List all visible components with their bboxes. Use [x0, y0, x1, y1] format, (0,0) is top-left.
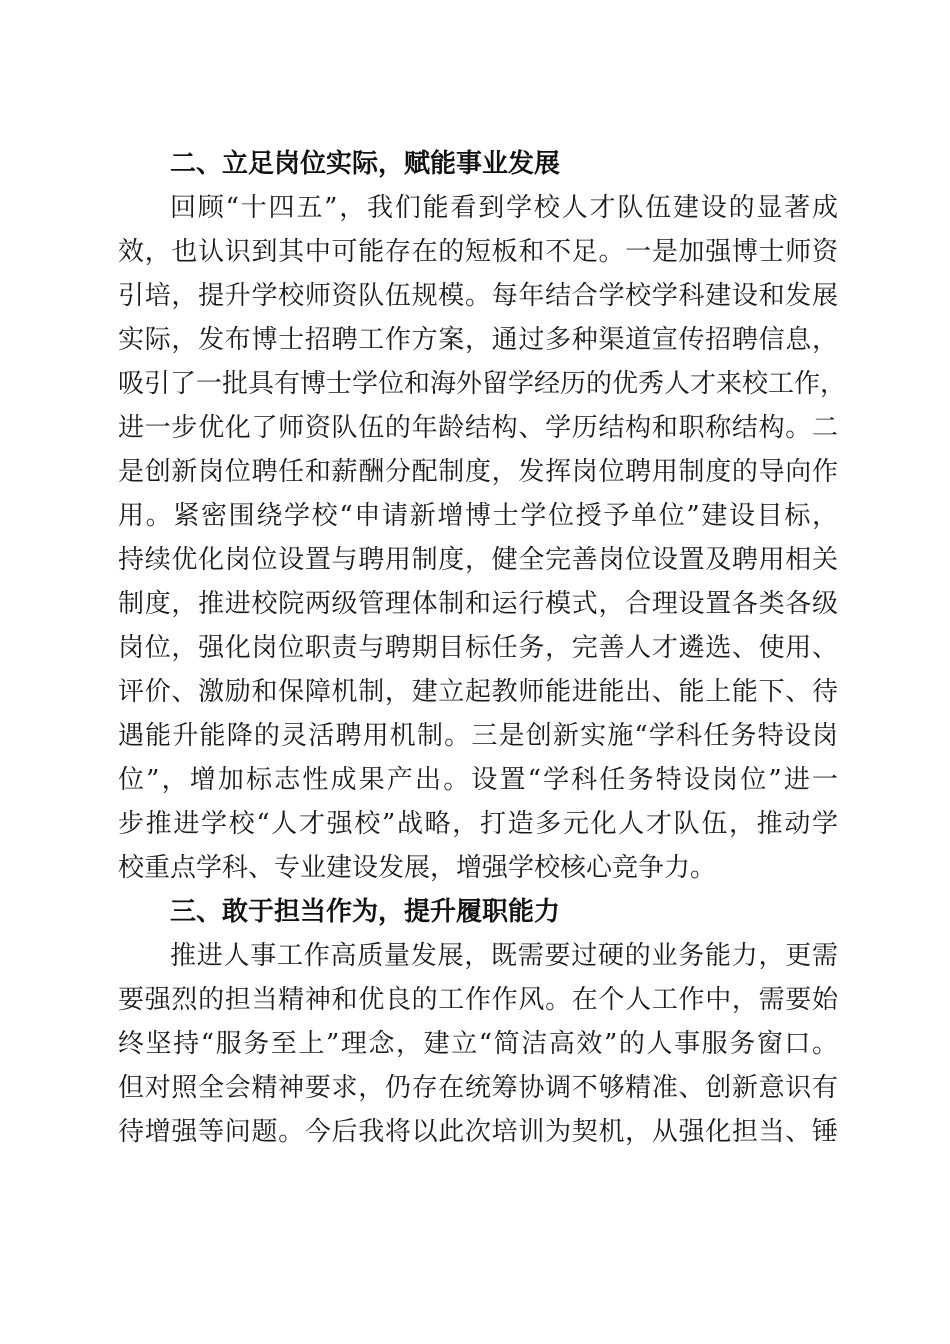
- paragraph-line: 制度，推进校院两级管理体制和运行模式，合理设置各类各级: [118, 589, 838, 619]
- paragraph-line: 校重点学科、专业建设发展，增强学校核心竞争力。: [118, 853, 717, 883]
- paragraph-line: 用。紧密围绕学校“申请新增博士学位授予单位”建设目标，: [118, 501, 838, 531]
- paragraph-line: 效，也认识到其中可能存在的短板和不足。一是加强博士师资: [118, 237, 838, 267]
- paragraph-line: 持续优化岗位设置与聘用制度，健全完善岗位设置及聘用相关: [118, 545, 838, 575]
- paragraph-line: 待增强等问题。今后我将以此次培训为契机，从强化担当、锤: [118, 1117, 838, 1147]
- paragraph-line: 实际，发布博士招聘工作方案，通过多种渠道宣传招聘信息，: [118, 325, 838, 355]
- paragraph-line: 遇能升能降的灵活聘用机制。三是创新实施“学科任务特设岗: [118, 721, 838, 751]
- paragraph-line: 步推进学校“人才强校”战略，打造多元化人才队伍，推动学: [118, 809, 838, 839]
- paragraph-line: 是创新岗位聘任和薪酬分配制度，发挥岗位聘用制度的导向作: [118, 457, 838, 487]
- paragraph-line: 终坚持“服务至上”理念，建立“简洁高效”的人事服务窗口。: [118, 1029, 838, 1059]
- paragraph-line: 回顾“十四五”，我们能看到学校人才队伍建设的显著成: [170, 193, 838, 223]
- paragraph-line: 评价、激励和保障机制，建立起教师能进能出、能上能下、待: [118, 677, 838, 707]
- paragraph-line: 吸引了一批具有博士学位和海外留学经历的优秀人才来校工作，: [118, 369, 847, 399]
- section-3-heading: 三、敢于担当作为，提升履职能力: [170, 897, 561, 927]
- paragraph-line: 要强烈的担当精神和优良的工作作风。在个人工作中，需要始: [118, 985, 838, 1015]
- section-2-heading: 二、立足岗位实际，赋能事业发展: [170, 149, 561, 179]
- paragraph-line: 位”，增加标志性成果产出。设置“学科任务特设岗位”进一: [118, 765, 838, 795]
- paragraph-line: 进一步优化了师资队伍的年龄结构、学历结构和职称结构。二: [118, 413, 838, 443]
- paragraph-line: 引培，提升学校师资队伍规模。每年结合学校学科建设和发展: [118, 281, 838, 311]
- paragraph-line: 但对照全会精神要求，仍存在统筹协调不够精准、创新意识有: [118, 1073, 838, 1103]
- paragraph-line: 推进人事工作高质量发展，既需要过硬的业务能力，更需: [170, 941, 838, 971]
- paragraph-line: 岗位，强化岗位职责与聘期目标任务，完善人才遴选、使用、: [118, 633, 838, 663]
